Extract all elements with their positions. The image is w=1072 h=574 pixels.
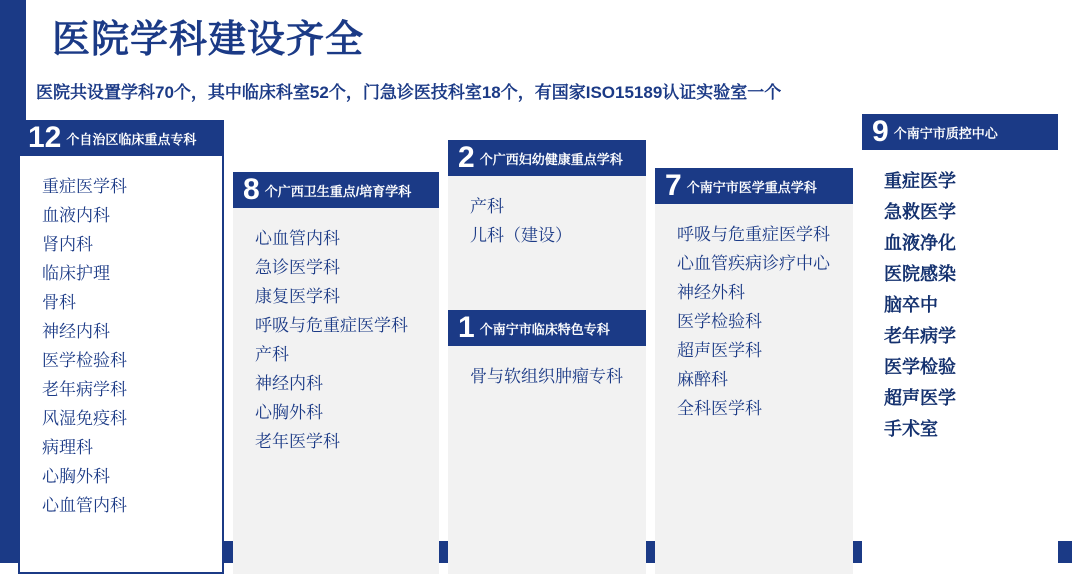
list-item: 医学检验科 <box>42 351 127 370</box>
list-item: 医院感染 <box>884 264 956 284</box>
list-item: 心血管内科 <box>255 229 340 248</box>
list-item: 康复医学科 <box>255 287 340 306</box>
card-number: 9 <box>872 115 889 148</box>
card-body <box>862 150 1058 574</box>
card-header-label: 个广西妇幼健康重点学科 <box>479 151 623 167</box>
card-header-label: 个广西卫生重点/培育学科 <box>264 183 412 199</box>
card-header <box>448 310 646 346</box>
card-body <box>18 156 224 574</box>
list-item: 医学检验 <box>884 357 956 377</box>
card-body <box>655 204 853 574</box>
card-number: 8 <box>243 173 260 206</box>
list-item: 急诊医学科 <box>255 258 340 277</box>
card-header <box>655 168 853 204</box>
list-item: 产科 <box>255 345 289 364</box>
card-header <box>862 114 1058 150</box>
list-item: 肾内科 <box>42 235 93 254</box>
list-item: 血液净化 <box>884 233 956 253</box>
page-subtitle: 医院共设置学科70个，其中临床科室52个，门急诊医技科室18个，有国家ISO15189认证实验室一个 <box>36 83 782 102</box>
list-item: 心血管内科 <box>42 496 127 515</box>
list-item: 老年医学科 <box>255 432 340 451</box>
category-card-nanning-specialty <box>448 310 646 574</box>
category-card-maternal-child <box>448 140 646 328</box>
card-header <box>233 172 439 208</box>
list-item: 重症医学 <box>884 171 956 191</box>
list-item: 老年病学 <box>884 326 956 346</box>
list-item: 老年病学科 <box>42 380 127 399</box>
list-item: 超声医学科 <box>677 341 762 360</box>
list-item: 医学检验科 <box>677 312 762 331</box>
list-item: 麻醉科 <box>677 370 728 389</box>
list-item: 产科 <box>470 197 504 216</box>
card-body <box>448 346 646 574</box>
card-header-label: 个南宁市医学重点学科 <box>686 179 817 195</box>
list-item: 病理科 <box>42 438 93 457</box>
card-body <box>233 208 439 574</box>
category-card-guangxi-health <box>233 172 439 574</box>
category-card-autonomous-region <box>18 120 224 574</box>
list-item: 血液内科 <box>42 206 110 225</box>
list-item: 呼吸与危重症医学科 <box>677 225 830 244</box>
card-number: 12 <box>28 121 62 154</box>
list-item: 心胸外科 <box>42 467 110 486</box>
list-item: 全科医学科 <box>677 399 762 418</box>
list-item: 呼吸与危重症医学科 <box>255 316 408 335</box>
card-number: 7 <box>665 169 682 202</box>
list-item: 脑卒中 <box>884 295 938 315</box>
list-item: 重症医学科 <box>42 177 127 196</box>
card-header <box>448 140 646 176</box>
list-item: 手术室 <box>884 419 938 439</box>
card-header <box>18 120 224 156</box>
list-item: 急救医学 <box>884 202 956 222</box>
list-item: 神经内科 <box>42 322 110 341</box>
category-card-nanning-key <box>655 168 853 574</box>
card-number: 1 <box>458 311 475 344</box>
list-item: 超声医学 <box>884 388 956 408</box>
card-number: 2 <box>458 141 475 174</box>
list-item: 骨科 <box>42 293 76 312</box>
list-item: 心胸外科 <box>255 403 323 422</box>
list-item: 骨与软组织肿瘤专科 <box>470 367 623 386</box>
card-header-label: 个自治区临床重点专科 <box>66 131 197 147</box>
card-header-label: 个南宁市临床特色专科 <box>479 321 610 337</box>
category-card-quality-control <box>862 114 1058 574</box>
list-item: 临床护理 <box>42 264 110 283</box>
list-item: 风湿免疫科 <box>42 409 127 428</box>
card-header-label: 个南宁市质控中心 <box>893 125 998 141</box>
list-item: 心血管疾病诊疗中心 <box>677 254 830 273</box>
list-item: 神经内科 <box>255 374 323 393</box>
page-title: 医院学科建设齐全 <box>52 19 365 61</box>
card-body <box>448 176 646 328</box>
list-item: 神经外科 <box>677 283 745 302</box>
list-item: 儿科（建设） <box>470 226 572 245</box>
